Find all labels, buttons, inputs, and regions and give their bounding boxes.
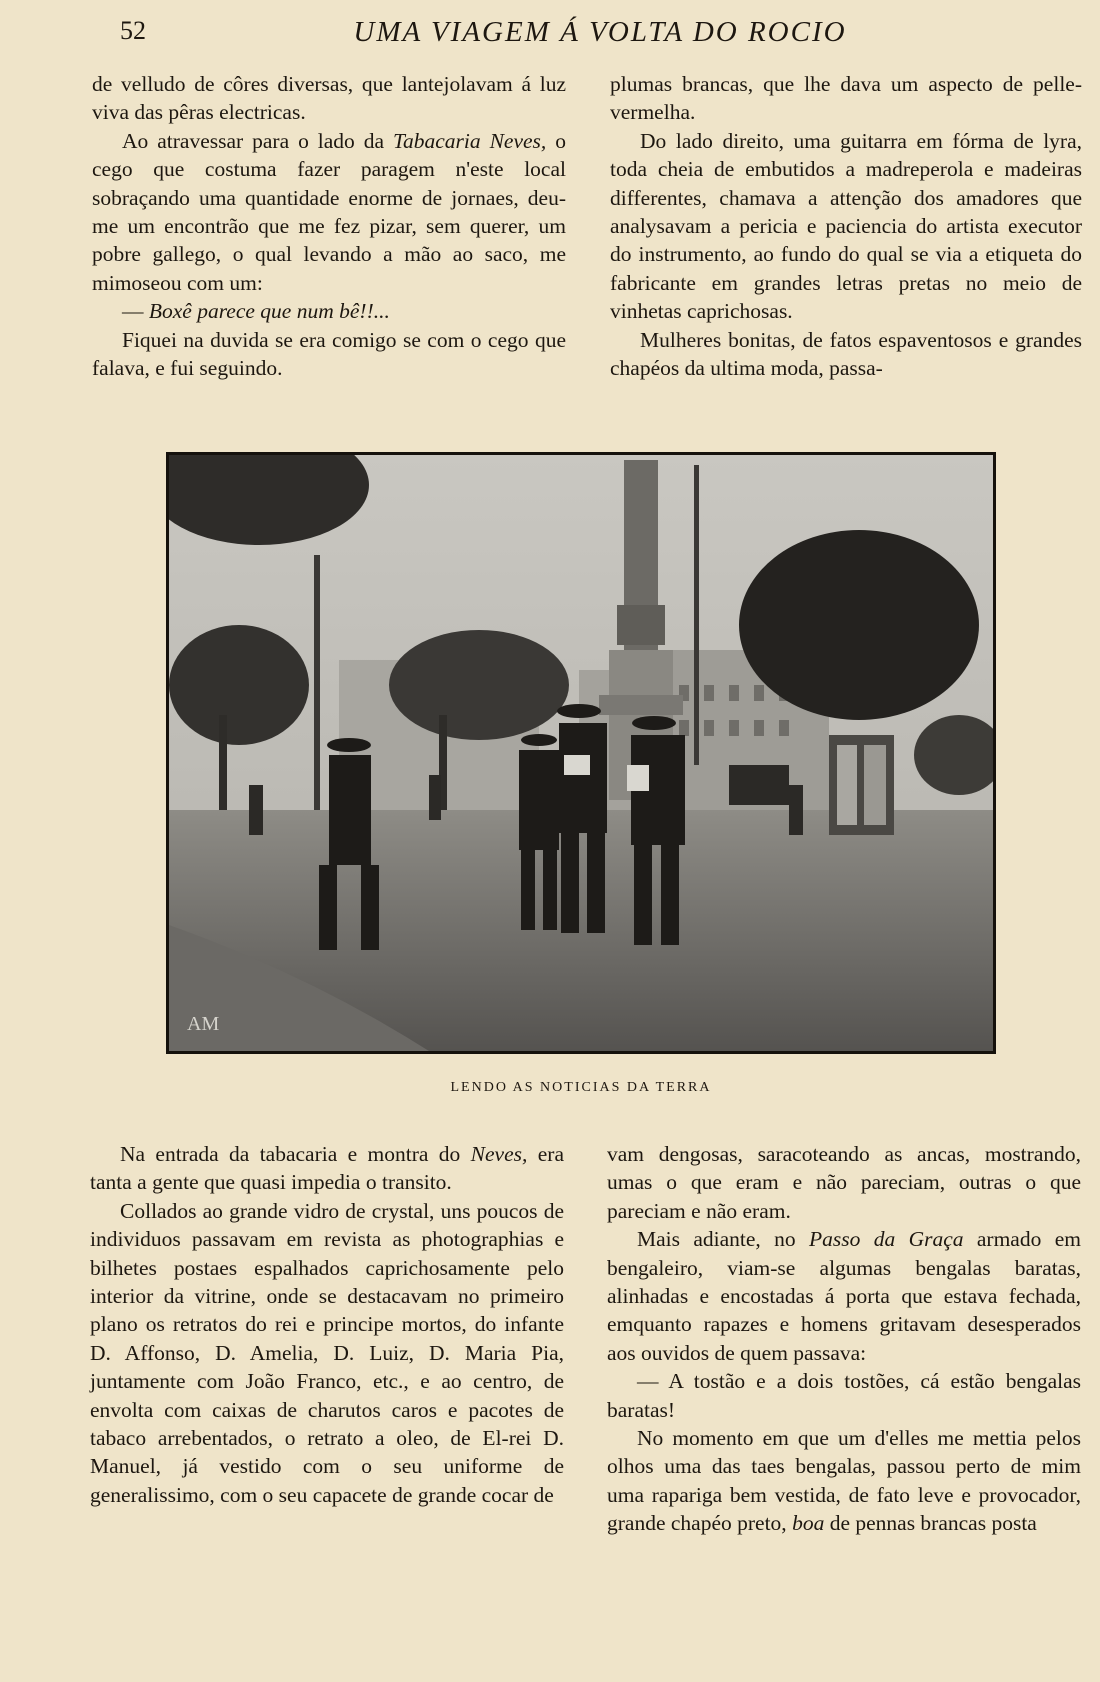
bottom-left-column [90, 1140, 564, 1509]
street-scene-photo [169, 455, 993, 1051]
paragraph: de velludo de côres diversas, que lantejolavam á luz viva das pêras electricas. [92, 72, 566, 125]
paragraph: Do lado direito, uma guitarra em fórma de lyra, toda cheia de embutidos a madreperola e madeiras differentes, chamava a attenção dos amadores que analysavam a pericia e paciencia do artista executor do instrumento, ao fundo do qual se via a etiqueta do fabricante em grandes letras pretas no meio de vinhetas caprichosas. [610, 128, 1082, 324]
paragraph: plumas brancas, que lhe dava um aspecto de pelle-vermelha. [610, 72, 1082, 125]
bottom-right-column [607, 1140, 1081, 1538]
paragraph: Fiquei na duvida se era comigo se com o cego que falava, e fui seguindo. [92, 327, 566, 381]
italic-quote: Boxê parece que num bê!!... [148, 299, 390, 324]
page-number: 52 [120, 16, 146, 45]
italic-word: boa [792, 1511, 825, 1536]
running-title: UMA VIAGEM Á VOLTA DO ROCIO [353, 16, 847, 48]
text-run: Ao atravessar para o lado da [122, 128, 394, 153]
italic-name: Neves, [470, 1142, 528, 1166]
text-run: No momento em que um d'elles me mettia pelos olhos uma das taes bengalas, passou perto de mim uma rapariga bem vestida, de fato leve e provocador, grande chapéo preto, [607, 1426, 1081, 1536]
top-left-column [92, 70, 566, 382]
text-run: armado em bengaleiro, viam-se algumas bengalas baratas, alinhadas e encostadas á porta que estava fechada, emquanto rapazes e homens gritavam desesperados aos ouvidos de quem passava: [607, 1227, 1081, 1365]
dash: — [122, 299, 149, 324]
paragraph [90, 1140, 564, 1197]
kiosk [829, 735, 894, 835]
paragraph [92, 127, 566, 297]
paragraph: Collados ao grande vidro de crystal, uns poucos de individuos passavam em revista as photographias e bilhetes postaes espalhados caprichosamente pelo interior da vitrine, onde se destacavam no primeiro plano os retratos do rei e principe mortos, do infante D. Affonso, D. Amelia, D. Luiz, D. Maria Pia, juntamente com João Franco, etc., e ao centro, de envolta com caixas de charutos caros e pacotes de tabaco arrebentados, o retrato a oleo, de El-rei D. Manuel, já vestido com o seu uniforme de generalissimo, com o seu capacete de grande cocar de [90, 1198, 564, 1507]
page-header [0, 14, 1100, 54]
text-run: o cego que costuma fazer paragem n'este local sobraçando uma quantidade enorme de jornaes, deu-me um encontrão que me fez pizar, sem querer, um pobre gallego, o qual levando a mão ao saco, me mimoseou com um: [92, 128, 567, 295]
italic-place: Passo da Graça [809, 1227, 964, 1252]
top-right-column [610, 70, 1082, 382]
text-run: Mais adiante, no [637, 1227, 810, 1252]
photographer-signature: AM [187, 1013, 220, 1035]
paragraph: Mulheres bonitas, de fatos espaventosos e grandes chapéos da ultima moda, passa- [610, 327, 1082, 381]
dialogue-line [92, 297, 566, 325]
text-run: Na entrada da tabacaria e montra do [120, 1142, 471, 1166]
photo-caption: LENDO AS NOTICIAS DA TERRA [450, 1080, 712, 1095]
paragraph [607, 1225, 1081, 1367]
text-run: de pennas brancas posta [824, 1511, 1037, 1536]
paragraph: vam dengosas, saracoteando as ancas, mostrando, umas o que eram e não pareciam, outras o que pareciam e não eram. [607, 1142, 1081, 1223]
text-run: era tanta a gente que quasi impedia o transito. [90, 1142, 564, 1195]
photograph [166, 452, 996, 1054]
italic-name: Tabacaria Neves, [393, 128, 547, 153]
paragraph [607, 1424, 1081, 1538]
dialogue-line: — A tostão e a dois tostões, cá estão bengalas baratas! [607, 1369, 1081, 1422]
